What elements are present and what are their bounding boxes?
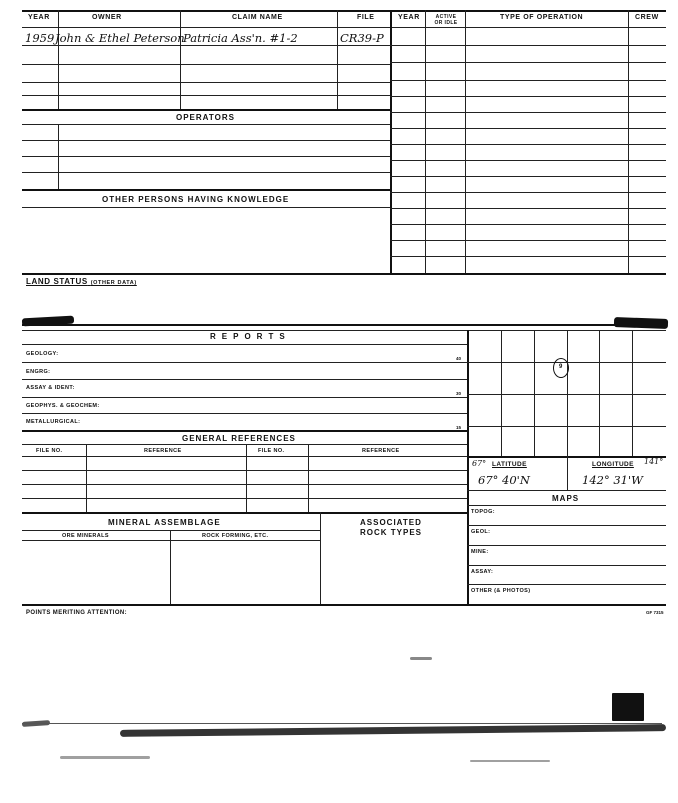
form-number: GF 7315: [646, 610, 664, 615]
section-number: 9: [559, 364, 563, 370]
ref-header-reference-2: REFERENCE: [362, 448, 400, 454]
header-type-of-operation: TYPE OF OPERATION: [500, 14, 584, 21]
header-year: YEAR: [28, 14, 50, 21]
report-metallurgical-num: 15: [456, 425, 462, 430]
latitude-value: 67° 40'N: [478, 473, 530, 487]
general-references-title: GENERAL REFERENCES: [182, 434, 296, 443]
ref-header-file-no-2: FILE NO.: [258, 448, 285, 454]
ref-header-file-no-1: FILE NO.: [36, 448, 63, 454]
header-year-2: YEAR: [398, 14, 420, 21]
scan-artifact-speckle-2: [60, 756, 150, 759]
maps-other-photos: OTHER (& PHOTOS): [471, 588, 531, 594]
maps-geol: GEOL:: [471, 529, 491, 535]
report-geology-label: GEOLOGY:: [26, 351, 59, 357]
longitude-value: 142° 31'W: [582, 473, 643, 487]
scan-artifact-band: [120, 724, 666, 737]
header-owner: OWNER: [92, 14, 122, 21]
ref-header-reference-1: REFERENCE: [144, 448, 182, 454]
report-assay-num: 30: [456, 391, 462, 396]
associated-title: ASSOCIATED: [360, 518, 422, 527]
report-metallurgical-label: METALLURGICAL:: [26, 419, 81, 425]
land-status-label: [26, 277, 137, 286]
scan-artifact-speckle-1: [410, 657, 432, 660]
maps-assay: ASSAY:: [471, 569, 494, 575]
scan-artifact-square: [612, 693, 644, 721]
maps-mine: MINE:: [471, 549, 489, 555]
report-geophys-label: GEOPHYS. & GEOCHEM:: [26, 403, 100, 409]
report-assay-label: ASSAY & IDENT:: [26, 385, 75, 391]
land-status-sub: (OTHER DATA): [90, 280, 137, 286]
header-active-idle: ACTIVE OR IDLE: [434, 14, 458, 26]
other-persons-title: OTHER PERSONS HAVING KNOWLEDGE: [102, 195, 290, 204]
report-engrg-label: ENGRG:: [26, 369, 51, 375]
latitude-label: LATITUDE: [492, 461, 527, 468]
entry-file: CR39-P: [340, 31, 384, 45]
maps-title: MAPS: [552, 494, 580, 503]
lon-degree-mark: 141°: [644, 457, 664, 466]
ore-minerals-header: ORE MINERALS: [62, 533, 109, 539]
maps-topog: TOPOG:: [471, 509, 495, 515]
points-meriting-attention: POINTS MERITING ATTENTION:: [26, 610, 128, 616]
reports-title: REPORTS: [210, 332, 291, 341]
operators-title: OPERATORS: [176, 113, 235, 122]
land-status-text: LAND STATUS: [26, 277, 88, 286]
entry-claim-name: Patricia Ass'n. #1-2: [183, 31, 298, 45]
header-claim-name: CLAIM NAME: [232, 14, 283, 21]
entry-year: 1959: [25, 31, 55, 45]
rock-forming-header: ROCK FORMING, ETC.: [202, 533, 269, 539]
entry-owner: John & Ethel Peterson: [55, 31, 185, 45]
report-geology-num: 40: [456, 356, 462, 361]
header-crew: CREW: [635, 14, 659, 21]
top-bar-smudge-right: [614, 317, 668, 329]
longitude-label: LONGITUDE: [592, 461, 634, 468]
rock-types-title: ROCK TYPES: [360, 528, 423, 537]
lat-degree-mark: 67°: [472, 459, 487, 468]
mineral-assemblage-title: MINERAL ASSEMBLAGE: [108, 518, 221, 527]
header-file: FILE: [357, 14, 375, 21]
scan-artifact-speckle-3: [470, 760, 550, 762]
